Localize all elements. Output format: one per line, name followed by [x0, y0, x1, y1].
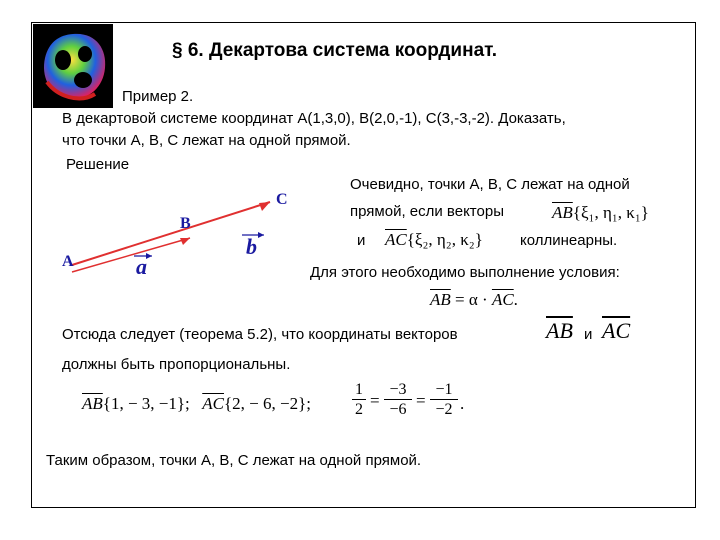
collinear-points-diagram	[60, 180, 310, 280]
solution-label: Решение	[66, 156, 130, 173]
vector-ab-symbolic	[552, 203, 649, 223]
fraction-2-denominator: −6	[389, 401, 407, 418]
vector-a-arrowhead	[180, 238, 190, 245]
problem-statement-line-1: В декартовой системе координат A(1,3,0), B(2,0,-1), C(3,-3,-2). Доказать,	[62, 110, 566, 127]
vector-ac-coords: {ξ₂, η₂, κ₂}	[406, 230, 483, 249]
fraction-2	[384, 380, 412, 419]
fraction-1-numerator: 1	[355, 381, 363, 398]
problem-statement-line-2: что точки A, B, C лежат на одной прямой.	[62, 132, 351, 149]
hence-text: Отсюда следует (теорема 5.2), что координаты векторов	[62, 326, 458, 343]
vector-b-overarrow-head	[258, 232, 264, 238]
line-arrowhead	[259, 202, 270, 211]
equals-2: =	[416, 391, 426, 410]
fraction-3	[430, 380, 458, 419]
formula-ab: $\overline{AB}$	[430, 290, 451, 309]
vector-ab-coords: {ξ₁, η₁, κ₁}	[572, 203, 649, 222]
slide-title: § 6. Декартова система координат.	[172, 40, 498, 61]
hence-vector-ac-symbol	[602, 318, 630, 344]
condition-text: Для этого необходимо выполнение условия:	[310, 264, 620, 281]
example-label: Пример 2.	[122, 88, 194, 105]
coords-ac-values: {2, − 6, −2};	[223, 394, 311, 413]
fraction-1-denominator: 2	[355, 401, 363, 418]
point-a-label: A	[62, 253, 74, 270]
fraction-1	[352, 380, 366, 419]
coords-ab-values: {1, − 3, −1};	[102, 394, 190, 413]
formula-mid: = α ·	[450, 290, 492, 309]
obvious-text-line-1: Очевидно, точки A, B, C лежат на одной	[350, 176, 630, 193]
hence-ac: $\overline{AC}$	[602, 318, 631, 343]
fraction-3-denominator: −2	[435, 401, 453, 418]
vector-a-label: a	[136, 254, 147, 279]
torus-logo-image	[33, 24, 113, 108]
vector-b-label: b	[246, 234, 257, 259]
point-c-label: C	[276, 191, 288, 208]
equals-1: =	[370, 391, 380, 410]
collinearity-formula	[430, 290, 518, 310]
vector-ab-name: $\overline{AB}$	[552, 203, 573, 222]
formula-end: .	[513, 290, 518, 309]
coordinates-line	[82, 394, 311, 414]
point-b-label: B	[180, 215, 191, 232]
collinear-word: коллинеарны.	[520, 232, 618, 249]
vector-ac-name: $\overline{AC}$	[385, 230, 407, 249]
coords-ab-name: $\overline{AB}$	[82, 394, 103, 413]
coords-ac-name: $\overline{AC}$	[202, 394, 224, 413]
hence-and-word: и	[584, 326, 593, 343]
fraction-3-numerator: −1	[435, 381, 453, 398]
proportional-text: должны быть пропорциональны.	[62, 356, 291, 373]
and-word: и	[357, 232, 366, 249]
vector-a-shaft	[72, 238, 190, 272]
ratio-end: .	[460, 394, 465, 413]
obvious-text-line-2: прямой, если векторы	[350, 203, 504, 220]
hence-vector-ab-symbol	[546, 318, 573, 344]
formula-ac: $\overline{AC}$	[491, 290, 514, 309]
line-through-points	[72, 202, 270, 265]
fraction-2-numerator: −3	[389, 381, 407, 398]
hence-ab: $\overline{AB}$	[546, 318, 573, 343]
vector-ac-symbolic	[385, 230, 483, 250]
conclusion-text: Таким образом, точки A, B, C лежат на одной прямой.	[46, 452, 422, 469]
